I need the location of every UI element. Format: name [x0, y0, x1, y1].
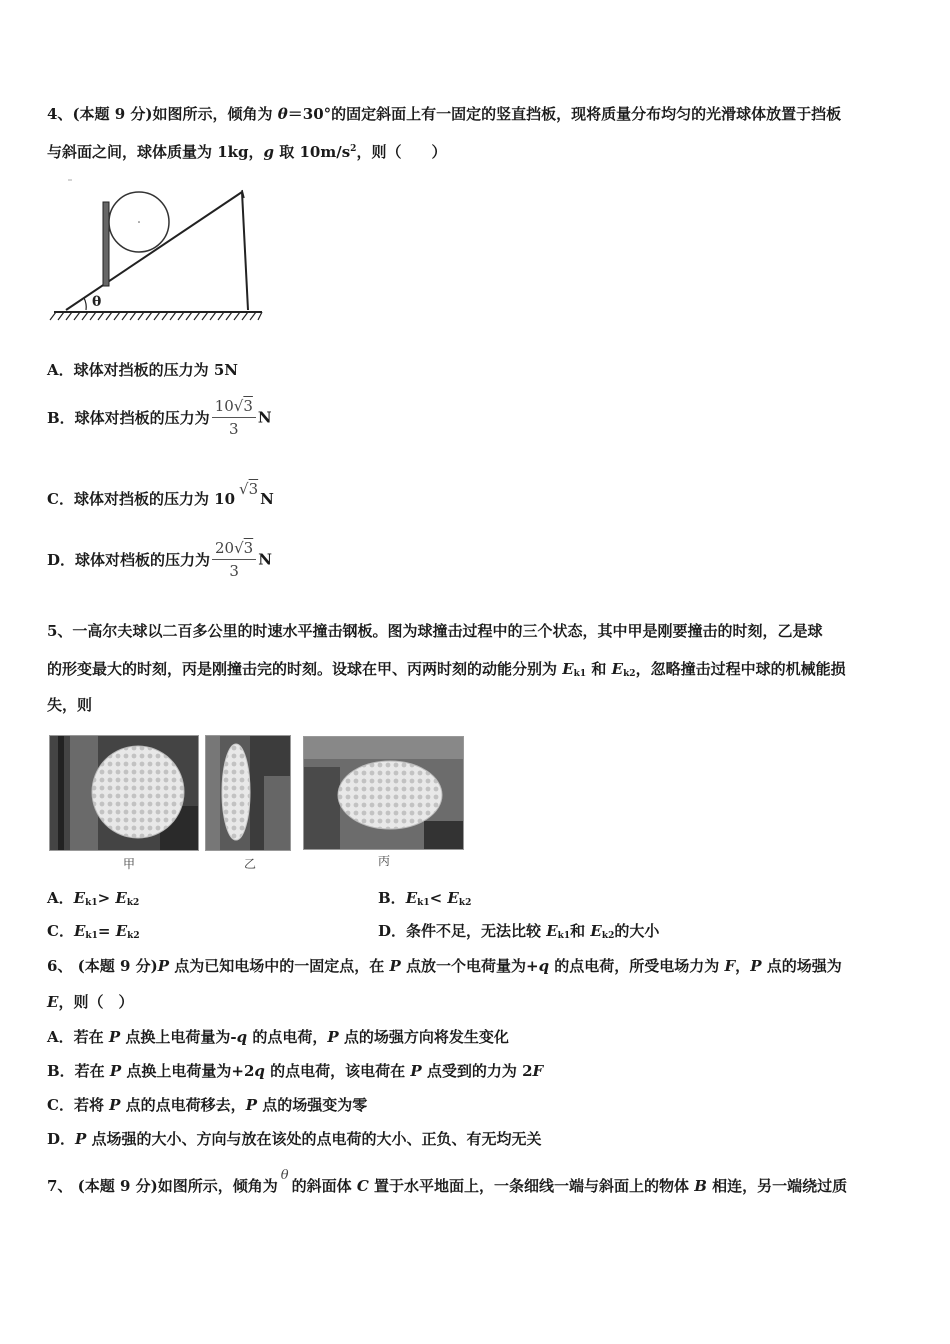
q6-stem-line1: 6、 (本题 9 分)P 点为已知电场中的一固定点，在 P 点放一个电荷量为+q 的点电荷，所受电场力为 F，P 点的场强为 [47, 957, 842, 975]
q4-option-a[interactable]: A．球体对挡板的压力为 5N [47, 361, 239, 379]
caption-jia: 甲 [123, 857, 136, 871]
caption-yi: 乙 [244, 857, 257, 871]
photo-jia [49, 735, 199, 851]
q5-option-d[interactable]: D．条件不足，无法比较 $E_{k1}$和 $E_{k2}$的大小 [378, 922, 660, 941]
q4-option-d[interactable]: D．球体对档板的压力为 $\frac{20√3}{3}$ N [47, 539, 272, 580]
q5-stem-line2: 的形变最大的时刻，丙是刚撞击完的时刻。设球在甲、丙两时刻的动能分别为 $E_{k1}$ 和 $E_{k2}$，忽略撞击过程中球的机械能损 [47, 660, 846, 679]
q4-option-b[interactable]: B．球体对挡板的压力为 $\frac{10√3}{3}$ N [47, 397, 272, 438]
q4-stem-line1: 4、(本题 9 分)如图所示，倾角为 θ＝30°的固定斜面上有一固定的竖直挡板，现将质量分布均匀的光滑球体放置于挡板 [47, 105, 842, 123]
photo-yi [205, 735, 291, 851]
q6-option-c[interactable]: C．若将 P 点的点电荷移去，P 点的场强变为零 [47, 1096, 368, 1114]
q5-stem-line3: 失，则 [47, 696, 93, 714]
q5-stem-line1: 5、一高尔夫球以二百多公里的时速水平撞击钢板。图为球撞击过程中的三个状态，其中甲是刚要撞击的时刻，乙是球 [47, 622, 823, 640]
theta-symbol: θ [280, 1168, 289, 1183]
caption-bing: 丙 [378, 854, 391, 868]
q5-option-c[interactable]: C．$E_{k1}= E_{k2}$ [47, 922, 140, 941]
q7-stem-line1: 7、 (本题 9 分)如图所示，倾角为θ的斜面体 C 置于水平地面上，一条细线一端与斜面上的物体 B 相连，另一端绕过质 [47, 1168, 848, 1195]
q5-option-b[interactable]: B．$E_{k1}< E_{k2}$ [378, 889, 472, 908]
q6-option-b[interactable]: B．若在 P 点换上电荷量为+2q 的点电荷，该电荷在 P 点受到的力为 2F [47, 1062, 544, 1080]
q6-stem-line2: E，则（ ） [47, 993, 134, 1011]
q5-option-a[interactable]: A．$E_{k1}> E_{k2}$ [47, 889, 140, 908]
q4-option-c[interactable]: C．球体对挡板的压力为 10√3N [47, 480, 274, 508]
q6-option-d[interactable]: D．P 点场强的大小、方向与放在该处的点电荷的大小、正负、有无均无关 [47, 1130, 542, 1148]
fraction-b: $\frac{10√3}{3}$ [212, 397, 256, 438]
photo-bing [303, 736, 464, 850]
theta-label: θ [92, 294, 102, 310]
incline-figure [48, 172, 268, 322]
q4-stem-line2: 与斜面之间，球体质量为 1kg，g 取 $10m/s^2$，则（ ） [47, 143, 447, 161]
q6-option-a[interactable]: A．若在 P 点换上电荷量为-q 的点电荷，P 点的场强方向将发生变化 [47, 1028, 509, 1046]
fraction-d: $\frac{20√3}{3}$ [212, 539, 256, 580]
